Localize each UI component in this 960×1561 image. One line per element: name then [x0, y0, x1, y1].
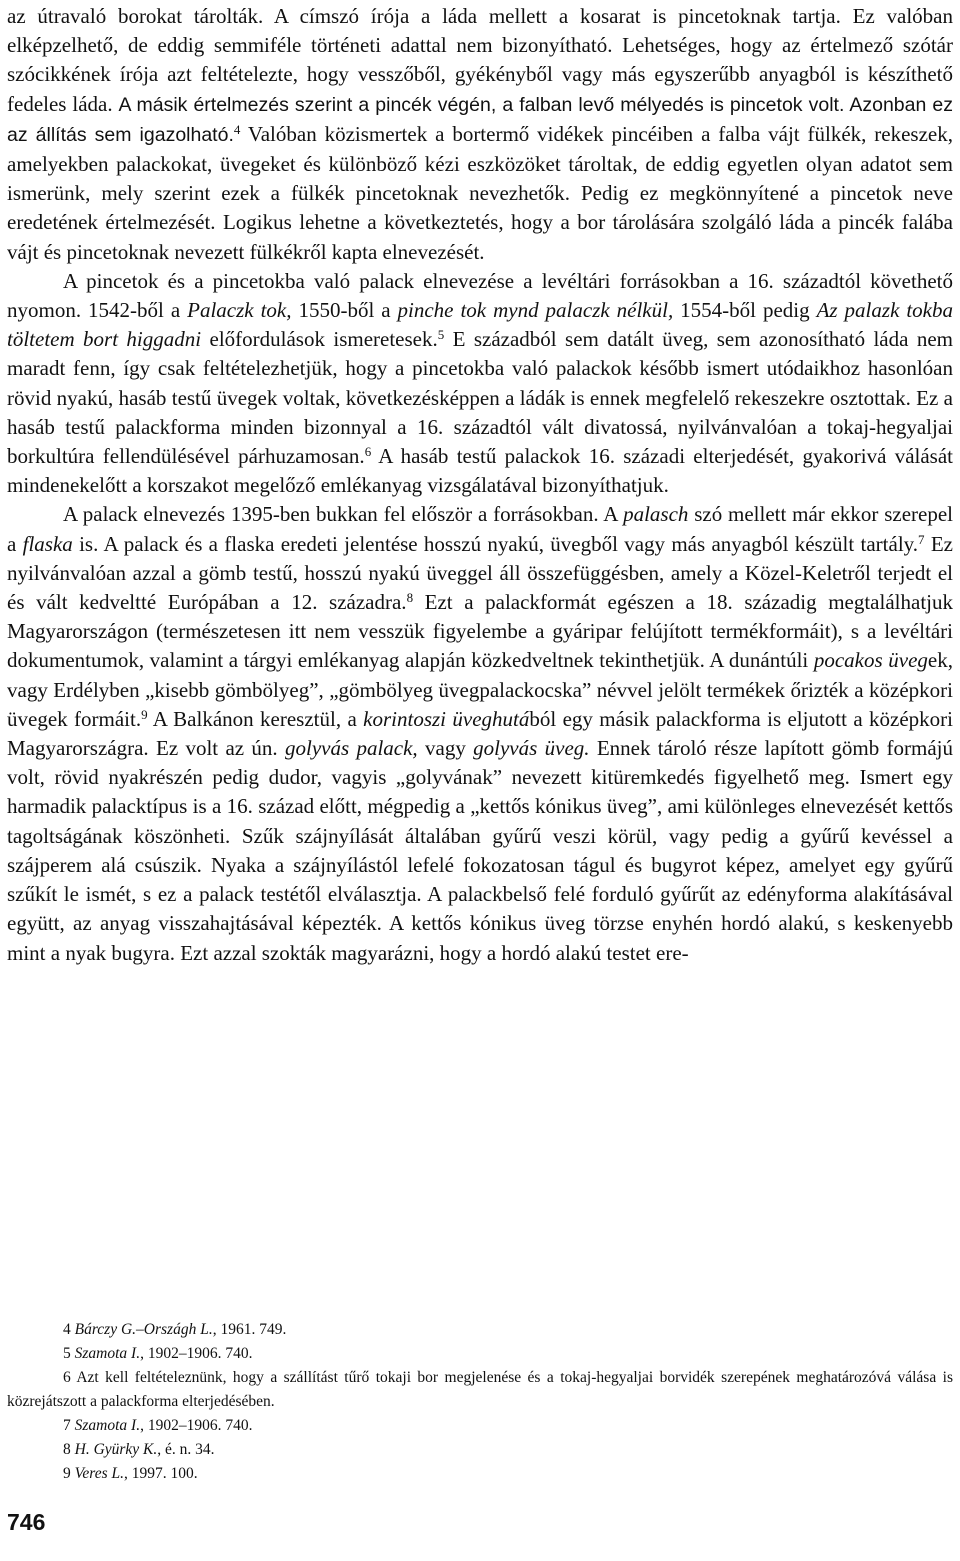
text-run: előfordulások ismeretesek. [201, 327, 438, 352]
text-run: szó mellett már ekkor szerepel a [7, 502, 953, 556]
footnote [7, 1438, 953, 1462]
text-run: 7 [63, 1417, 75, 1434]
paragraph [7, 2, 953, 267]
text-run: 4 [63, 1321, 75, 1338]
text-run: 1554-ből pedig [673, 298, 817, 323]
text-run: A palack elnevezés 1395-ben bukkan fel először a forrásokban. A [63, 502, 624, 527]
text-run: A Balkánon keresztül, a [147, 706, 364, 731]
page-number: 746 [7, 1509, 46, 1535]
footnote [7, 1366, 953, 1414]
italic-text: palasch [623, 502, 689, 527]
text-run: az útravaló borokat tárolták. A címszó írója a láda mellett a kosarat is pincetoknak tartja. Ez valóban elképzelhető, de eddig semmiféle történeti adattal nem bizonyítható. Lehetséges, hogy az értelmező szótár szócikkének írója azt feltételezte, hogy vesszőből, gyékényből vagy más egyszerűbb anyagból is készíthető fedeles láda. [7, 4, 953, 116]
text-run: , 1961. 749. [212, 1321, 287, 1338]
text-run: ból egy másik palackforma is eljutott a középkori Magyarországra. Ez volt az ún. [7, 706, 954, 761]
italic-text: golyvás üveg. [473, 736, 590, 761]
italic-text: golyvás palack, [284, 736, 418, 761]
italic-text: Veres L. [74, 1465, 124, 1482]
text-run: E századból sem datált üveg, sem azonosítható láda nem maradt fenn, így csak feltételezhetjük, hogy a pincetokba való palackok később ismert utódaikhoz hasonlóan rövid nyakú, hasáb testű üvegek voltak, következésképpen a ládák is ennek megfelelő rekeszekre osztottak. Ez a hasáb testű palackforma minden bizonnyal a 16. századtól vált divatossá, nyilvánvalóan a tokaj-hegyaljai borkultúra fellendülésével párhuzamosan. [7, 327, 953, 469]
text-run: vagy [417, 736, 474, 761]
footnote-ref: 5 [437, 327, 445, 343]
text-run: 6 Azt kell feltételeznünk, hogy a szállítást tűrő tokaji bor megjelenése és a tokaj-hegyaljai borvidék szerepének meghatározóvá válása is közrejátszott a palackforma elterjedésében. [7, 1369, 953, 1410]
italic-text: Szamota I. [74, 1345, 141, 1362]
footnote-ref: 8 [406, 590, 414, 606]
paragraph [7, 267, 953, 501]
text-run: is. A palack és a flaska eredeti jelentése hosszú nyakú, üvegből vagy más anyagból készült tartály. [72, 531, 919, 556]
italic-text: korintoszi üveghutá [363, 706, 530, 731]
text-run: 1550-ből a [291, 298, 398, 323]
text-run: , 1902–1906. 740. [140, 1417, 253, 1434]
text-run: Valóban közismertek a bortermő vidékek pincéiben a falba vájt fülkék, rekeszek, amelyekben palackokat, üvegeket és különböző kézi eszközöket tároltak, de eddig egyetlen olyan adatot sem ismerünk, mely szerint ezek a fülkék pincetoknak nevezhetők. Pedig ez megkönnyítené a pincetok neve eredetének értelmezését. Logikus lehetne a következtetés, hogy a bor tárolására szolgáló láda a pincék falába vájt és pincetoknak nevezett fülkékről kapta elnevezését. [7, 121, 953, 264]
italic-text: pocakos üveg [813, 648, 928, 673]
text-run: A hasáb testű palackok 16. századi elterjedését, gyakorivá válását mindenekelőtt a korszakot megelőző emlékanyag vizsgálatával bizonyíthatjuk. [7, 444, 953, 498]
footnote [7, 1414, 953, 1438]
footnote [7, 1462, 953, 1486]
footnote-ref: 4 [233, 121, 241, 137]
text-run: Ezt a palackformát egészen a 18. századig megtalálhatjuk Magyarországon (természetesen itt nem vesszük figyelembe a gyáripar felújított termékformáit), s a levéltári dokumentumok, valamint a tárgyi emlékanyag alapján közkedveltnek tekinthetjük. A dunántúli [7, 590, 953, 673]
text-run: A másik értelmezés szerint a pincék végén, a falban levő mélyedés is pincetok volt. Azonban ez az állítás sem igazolható. [7, 93, 953, 146]
paragraph [7, 500, 953, 967]
italic-text: flaska [22, 531, 73, 556]
italic-text: Palaczk tok, [187, 298, 292, 323]
footnote-ref: 6 [364, 444, 372, 460]
body-text [7, 2, 953, 968]
text-run: 8 [63, 1441, 75, 1458]
text-run: A pincetok és a pincetokba való palack elnevezése a levéltári forrásokban a 16. századtól követhető nyomon. 1542-ből a [7, 268, 953, 323]
footnote [7, 1342, 953, 1366]
italic-text: H. Gyürky K. [74, 1441, 158, 1458]
text-run: ek, vagy Erdélyben „kisebb gömbölyeg”, „gömbölyeg üvegpalackocska” névvel jelölt termékek őrizték a középkori üvegek formáit. [7, 648, 953, 731]
italic-text: Bárczy G.–Országh L. [74, 1321, 213, 1338]
italic-text: Az palazk tokba töltetem bort higgadni [7, 298, 954, 352]
footnote-ref: 7 [918, 531, 925, 547]
italic-text: Szamota I. [74, 1417, 141, 1434]
footnote-ref: 9 [141, 706, 148, 722]
footnote [7, 1318, 953, 1342]
text-run: 9 [63, 1465, 75, 1482]
text-run: 5 [63, 1345, 75, 1362]
footnotes [7, 1318, 953, 1486]
text-run: Ez nyilvánvalóan azzal a gömb testű, hosszú nyakú üveggel áll összefüggésben, amely a Közel-Keletről terjedt el és vált kedveltté Európában a 12. századra. [7, 531, 953, 615]
text-run: Ennek tároló része lapított gömb formájú volt, rövid nyakrészén pedig dudor, vagyis „golyvának” nevezett kitüremkedés figyelhető meg. Ismert egy harmadik palacktípus is a 16. század előtt, mégpedig a „kettős kónikus üveg”, ami különleges elnevezését kettős tagoltságának köszönheti. Szűk szájnyílását általában gyűrű veszi körül, vagy pedig a gyűrű kevéssel a szájperem alá csúszik. Nyaka a szájnyílástól lefelé fokozatosan tágul és bugyrot képez, amelyet egy gyűrű szűkít le ismét, s ez a palack testétől elválasztja. A palackbelső felé forduló gyűrűt az edényforma alakításával együtt, az anyag visszahajtásával képezték. A kettős kónikus üveg törzse enyhén hordó alakú, s keskenyebb mint a nyak bugyra. Ezt azzal szokták magyarázni, hogy a hordó alakú testet ere- [7, 736, 953, 965]
text-run: , é. n. 34. [157, 1441, 215, 1458]
text-run: , 1997. 100. [124, 1465, 198, 1482]
italic-text: pinche tok mynd palaczk nélkül, [397, 298, 674, 323]
text-run: , 1902–1906. 740. [140, 1345, 253, 1362]
